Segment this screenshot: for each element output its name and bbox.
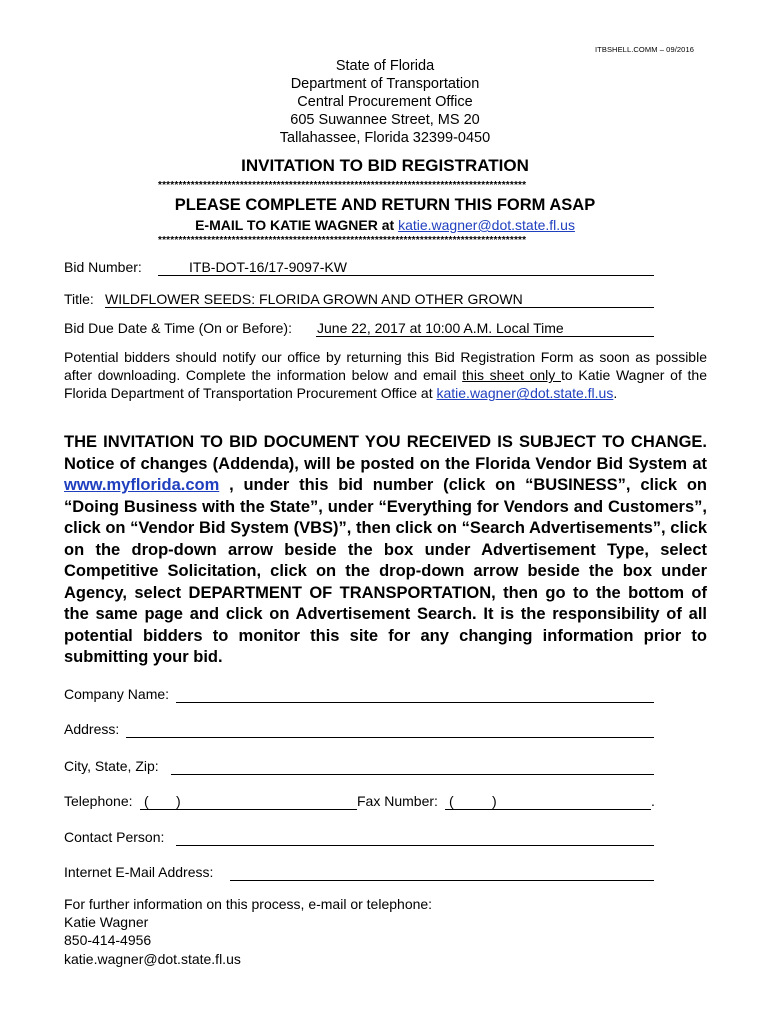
- notice-email-link[interactable]: katie.wagner@dot.state.fl.us: [436, 385, 614, 402]
- bid-title-value: WILDFLOWER SEEDS: FLORIDA GROWN AND OTHER GROWN: [105, 291, 523, 307]
- footer-name: Katie Wagner: [64, 914, 149, 931]
- myflorida-link[interactable]: www.myflorida.com: [64, 476, 220, 494]
- fax-paren-close: ): [492, 793, 497, 809]
- warning-part2: , under this bid number (click on “BUSINESS”, click on “Doing Business with the State”, under “Everything for Vendors and Customers”, click on “Vendor Bid System (VBS)”, then click on “Search Advertisements”, click on the drop-down arrow beside the box under Advertisement Type, select Competitive Solicitation, click on the drop-down arrow beside the box under Agency, select DEPARTMENT OF TRANSPORTATION, then go to the bottom of the same page and click on Advertisement Search. It is the responsibility of all potential bidders to monitor this site for any changing information prior to submitting your bid.: [64, 476, 707, 666]
- bid-title-label: Title:: [64, 291, 94, 307]
- page-subtitle: PLEASE COMPLETE AND RETURN THIS FORM ASAP: [174, 196, 596, 214]
- separator-bottom: ******************************************************************************************: [158, 236, 527, 246]
- address-label: Address:: [64, 721, 120, 737]
- fax-line[interactable]: [445, 792, 651, 810]
- email-instruction: [0, 217, 770, 233]
- fax-end: .: [651, 793, 655, 809]
- city-state-zip-field[interactable]: [64, 757, 654, 777]
- company-name-line[interactable]: [176, 702, 654, 703]
- notice-paragraph: [64, 348, 707, 403]
- email-instruction-prefix: E-MAIL TO KATIE WAGNER at: [195, 217, 395, 233]
- bid-number-value: ITB-DOT-16/17-9097-KW: [189, 259, 347, 275]
- city-state-zip-line[interactable]: [171, 774, 654, 775]
- telephone-fax-row: [64, 792, 664, 812]
- footer-email: katie.wagner@dot.state.fl.us: [64, 950, 241, 967]
- notice-part2: to Katie Wagner of the Florida Department of Transportation Procurement Office at: [64, 367, 708, 402]
- telephone-paren-open: (: [144, 793, 149, 809]
- address-line[interactable]: [126, 737, 654, 738]
- agency-city: Tallahassee, Florida 32399-0450: [279, 130, 491, 146]
- notice-part1: Potential bidders should notify our office by returning this Bid Registration Form as soon as possible after downloading. Complete the information below and email: [64, 349, 707, 384]
- company-name-label: Company Name:: [64, 686, 170, 702]
- footer-phone: 850-414-4956: [64, 932, 152, 949]
- company-name-field[interactable]: [64, 685, 654, 705]
- bid-title-row: [64, 290, 654, 310]
- telephone-label: Telephone:: [64, 793, 133, 809]
- city-state-zip-label: City, State, Zip:: [64, 758, 159, 774]
- agency-department: Department of Transportation: [290, 76, 480, 92]
- agency-address-block: [0, 57, 770, 147]
- agency-office: Central Procurement Office: [297, 94, 473, 110]
- page-title: INVITATION TO BID REGISTRATION: [241, 156, 529, 175]
- bid-number-label: Bid Number:: [64, 259, 142, 275]
- fax-paren-open: (: [449, 793, 454, 809]
- email-address-line[interactable]: [230, 880, 654, 881]
- contact-person-line[interactable]: [176, 845, 654, 846]
- contact-footer: [64, 895, 432, 968]
- email-instruction-link[interactable]: katie.wagner@dot.state.fl.us: [398, 217, 575, 233]
- bid-due-label: Bid Due Date & Time (On or Before):: [64, 320, 292, 336]
- bid-number-row: [64, 258, 654, 278]
- email-address-field[interactable]: [64, 863, 654, 883]
- warning-line1: THE INVITATION TO BID DOCUMENT YOU RECEIVED IS SUBJECT TO CHANGE.: [64, 433, 707, 451]
- form-id: ITBSHELL.COMM – 09/2016: [594, 45, 694, 54]
- warning-part1: Notice of changes (Addenda), will be posted on the Florida Vendor Bid System at: [64, 454, 707, 473]
- notice-end: .: [613, 385, 618, 402]
- notice-emphasis: this sheet only: [462, 367, 561, 384]
- footer-intro: For further information on this process, e-mail or telephone:: [64, 896, 433, 912]
- separator-top: ******************************************************************************************: [158, 181, 527, 191]
- bid-due-row: [64, 319, 654, 339]
- agency-state: State of Florida: [335, 58, 435, 74]
- telephone-paren-close: ): [176, 793, 181, 809]
- fax-label: Fax Number:: [357, 793, 438, 809]
- address-field[interactable]: [64, 720, 654, 740]
- agency-street: 605 Suwannee Street, MS 20: [290, 112, 480, 128]
- change-warning: [64, 432, 707, 669]
- telephone-line[interactable]: [140, 792, 357, 810]
- email-address-label: Internet E-Mail Address:: [64, 864, 214, 880]
- contact-person-field[interactable]: [64, 828, 654, 848]
- bid-due-value: June 22, 2017 at 10:00 A.M. Local Time: [317, 320, 564, 336]
- contact-person-label: Contact Person:: [64, 829, 165, 845]
